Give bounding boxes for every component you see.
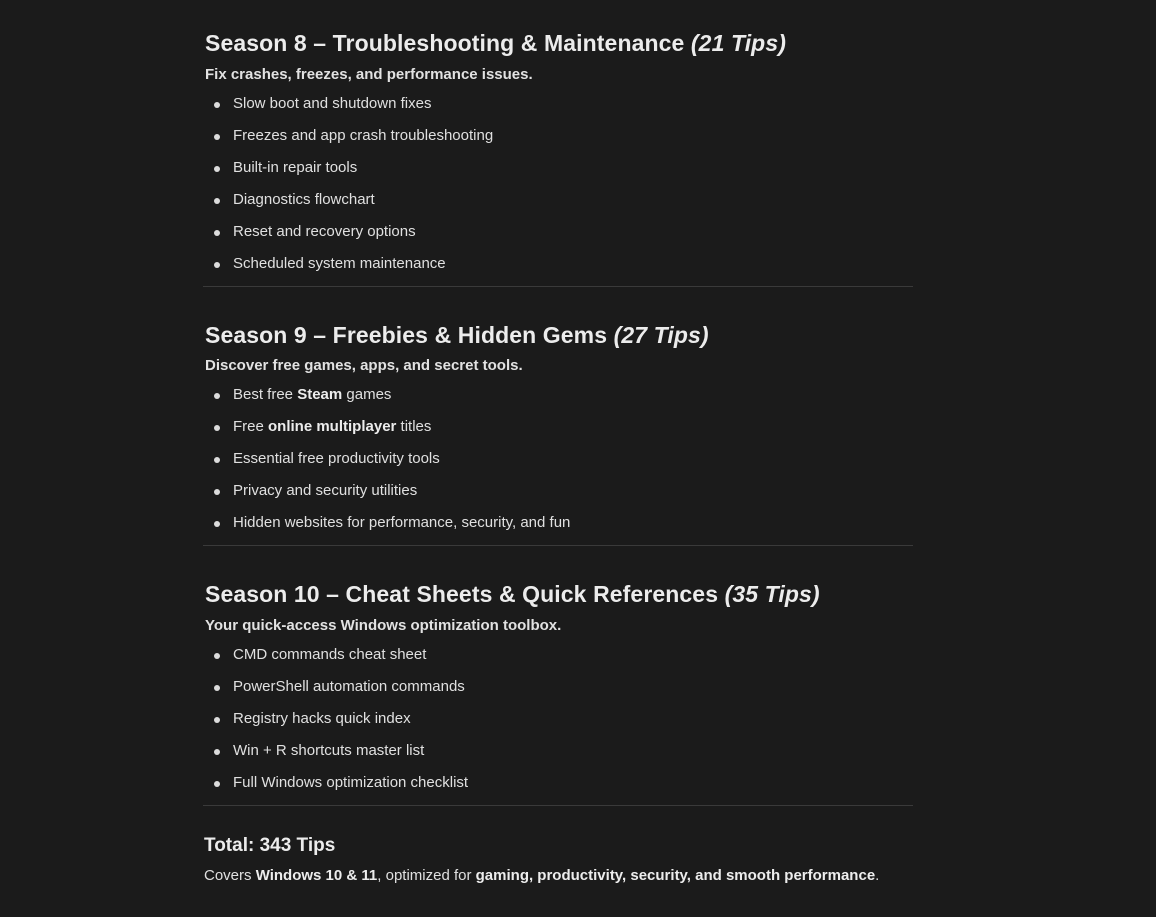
section-season-10	[203, 546, 913, 806]
bullet-icon	[214, 393, 220, 399]
list-item: Diagnostics flowchart	[203, 184, 913, 216]
section-title: Season 9 – Freebies & Hidden Gems	[205, 322, 608, 348]
bullet-icon	[214, 166, 220, 172]
section-subtitle: Discover free games, apps, and secret tools.	[205, 357, 523, 374]
bullet-icon	[214, 102, 220, 108]
list-item: Scheduled system maintenance	[203, 248, 913, 280]
section-tip-count: (35 Tips)	[724, 581, 820, 607]
total-description: Covers Windows 10 & 11, optimized for gaming, productivity, security, and smooth performance.	[204, 867, 880, 884]
section-heading	[203, 580, 913, 608]
section-title: Season 8 – Troubleshooting & Maintenance	[205, 30, 685, 56]
list-item: Free online multiplayer titles	[203, 411, 913, 443]
list-item: Best free Steam games	[203, 379, 913, 411]
list-item: Slow boot and shutdown fixes	[203, 88, 913, 120]
section-list	[203, 88, 913, 280]
bullet-icon	[214, 781, 220, 787]
document-content	[203, 0, 913, 886]
bullet-icon	[214, 521, 220, 527]
bullet-icon	[214, 717, 220, 723]
bullet-icon	[214, 685, 220, 691]
bullet-icon	[214, 457, 220, 463]
list-item: Hidden websites for performance, security, and fun	[203, 507, 913, 539]
list-item: Reset and recovery options	[203, 216, 913, 248]
section-heading	[203, 321, 913, 349]
section-list	[203, 639, 913, 799]
list-item: PowerShell automation commands	[203, 671, 913, 703]
list-item: Full Windows optimization checklist	[203, 767, 913, 799]
bullet-icon	[214, 198, 220, 204]
list-item: Built-in repair tools	[203, 152, 913, 184]
section-season-9	[203, 287, 913, 546]
section-heading	[203, 29, 913, 57]
section-total	[203, 806, 913, 886]
bullet-icon	[214, 262, 220, 268]
total-title: Total: 343 Tips	[204, 835, 336, 856]
list-item: CMD commands cheat sheet	[203, 639, 913, 671]
list-item: Privacy and security utilities	[203, 475, 913, 507]
bullet-icon	[214, 489, 220, 495]
section-title: Season 10 – Cheat Sheets & Quick References	[205, 581, 719, 607]
section-tip-count: (21 Tips)	[690, 30, 786, 56]
list-item: Win + R shortcuts master list	[203, 735, 913, 767]
section-season-8	[203, 0, 913, 287]
list-item: Essential free productivity tools	[203, 443, 913, 475]
list-item: Freezes and app crash troubleshooting	[203, 120, 913, 152]
section-subtitle: Your quick-access Windows optimization toolbox.	[205, 617, 562, 634]
section-tip-count: (27 Tips)	[613, 322, 709, 348]
section-subtitle: Fix crashes, freezes, and performance issues.	[205, 66, 533, 83]
bullet-icon	[214, 230, 220, 236]
list-item: Registry hacks quick index	[203, 703, 913, 735]
bullet-icon	[214, 425, 220, 431]
bullet-icon	[214, 134, 220, 140]
section-list	[203, 379, 913, 539]
bullet-icon	[214, 653, 220, 659]
bullet-icon	[214, 749, 220, 755]
